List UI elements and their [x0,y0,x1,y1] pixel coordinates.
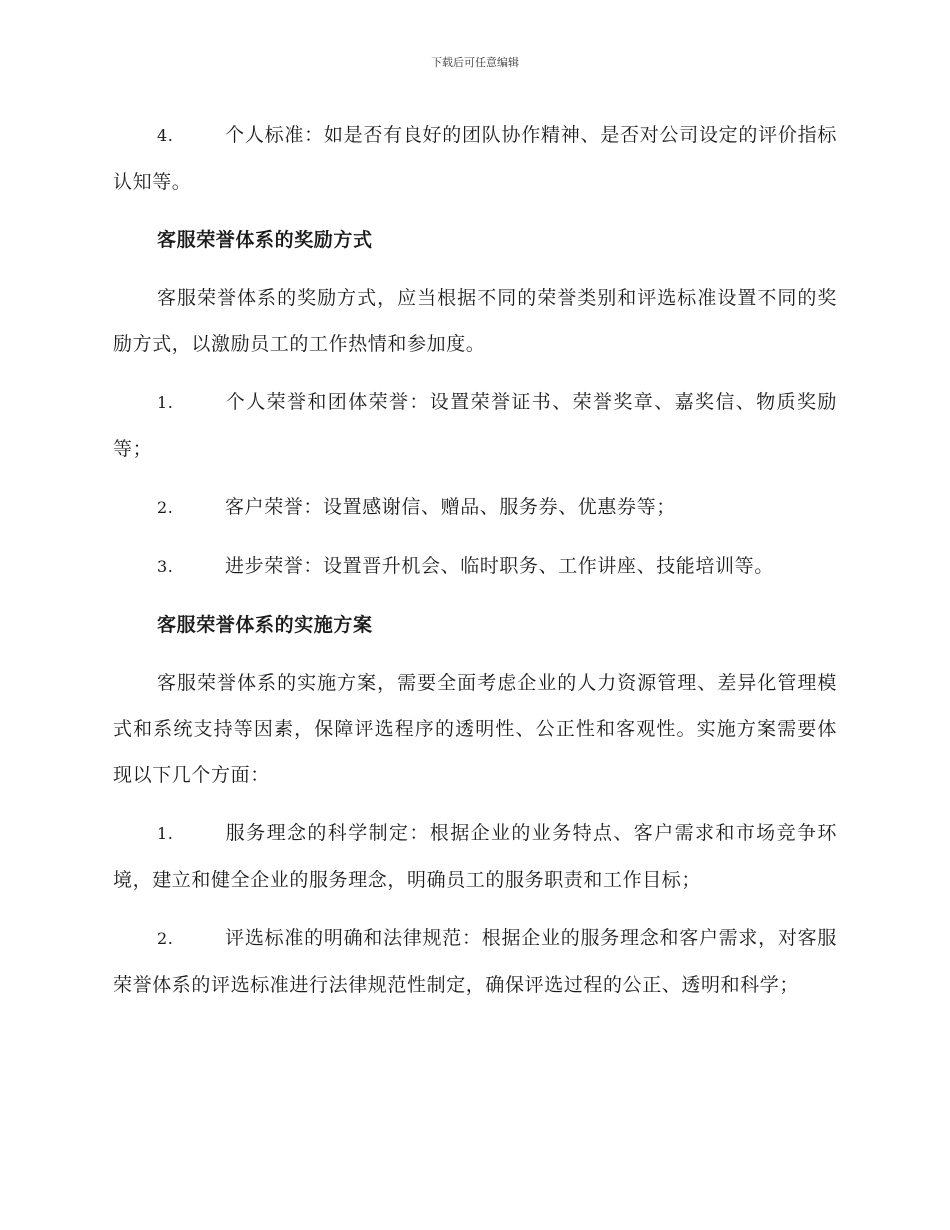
list-item-text: 评选标准的明确和法律规范：根据企业的服务理念和客户需求，对客服荣誉体系的评选标准进行法律规范性制定，确保评选过程的公正、透明和科学； [113,927,837,996]
list-item-text: 进步荣誉：设置晋升机会、临时职务、工作讲座、技能培训等。 [225,555,774,577]
list-item-text: 个人荣誉和团体荣誉：设置荣誉证书、荣誉奖章、嘉奖信、物质奖励等； [113,391,837,460]
list-number: 4. [157,126,174,145]
list-item [113,484,837,531]
list-number: 2. [157,929,174,948]
section-heading: 客服荣誉体系的奖励方式 [157,229,373,251]
list-item [113,915,837,1008]
paragraph: 客服荣誉体系的实施方案，需要全面考虑企业的人力资源管理、差异化管理模式和系统支持等因素，保障评选程序的透明性、公正性和客观性。实施方案需要体现以下几个方面： [113,672,837,786]
page-header: 下载后可任意编辑 [431,56,519,69]
list-item [113,543,837,590]
paragraph: 客服荣誉体系的奖励方式，应当根据不同的荣誉类别和评选标准设置不同的奖励方式，以激励员工的工作热情和参加度。 [113,287,837,355]
list-number: 2. [157,498,174,517]
list-item [113,112,837,205]
list-number: 3. [157,557,174,576]
list-number: 1. [157,824,174,843]
list-item-text: 服务理念的科学制定：根据企业的业务特点、客户需求和市场竞争环境，建立和健全企业的服务理念，明确员工的服务职责和工作目标； [113,822,837,891]
document-body [113,112,837,1020]
list-item [113,379,837,472]
list-item-text: 个人标准：如是否有良好的团队协作精神、是否对公司设定的评价指标认知等。 [113,124,837,193]
list-item [113,810,837,903]
list-item-text: 客户荣誉：设置感谢信、赠品、服务券、优惠券等； [225,496,676,518]
list-number: 1. [157,393,174,412]
section-heading: 客服荣誉体系的实施方案 [157,614,373,636]
